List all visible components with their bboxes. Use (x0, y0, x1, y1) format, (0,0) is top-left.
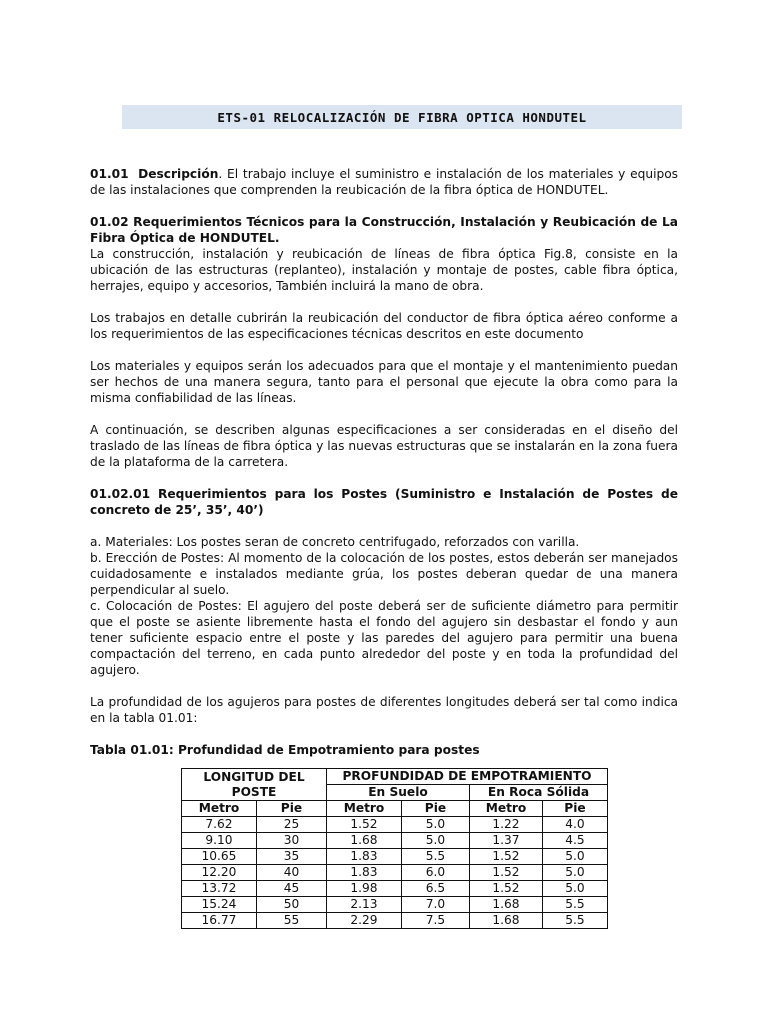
table-cell: 16.77 (182, 913, 257, 929)
section-0102-paragraph-2: Los trabajos en detalle cubrirán la reubicación del conductor de fibra óptica aéreo conforme a los requerimientos de las especificaciones técnicas descritos en este documento (90, 311, 678, 341)
table-cell: 1.83 (327, 849, 402, 865)
document-body (90, 166, 678, 929)
table-cell: 1.83 (327, 865, 402, 881)
table-cell: 5.5 (543, 913, 608, 929)
section-0102-paragraph-3: Los materiales y equipos serán los adecuados para que el montaje y el mantenimiento puedan ser hechos de una manera segura, tanto para el personal que ejecute la obra como para la misma confiabilidad de las líneas. (90, 359, 678, 405)
table-cell: 7.0 (402, 897, 470, 913)
table-cell: 50 (257, 897, 327, 913)
table-cell: 6.5 (402, 881, 470, 897)
table-cell: 6.0 (402, 865, 470, 881)
table-cell: 1.52 (470, 865, 543, 881)
table-cell: 7.5 (402, 913, 470, 929)
document-title: ETS-01 RELOCALIZACIÓN DE FIBRA OPTICA HONDUTEL (217, 109, 587, 125)
header-pie: Pie (257, 801, 327, 817)
table-cell: 5.5 (543, 897, 608, 913)
table-caption: Tabla 01.01: Profundidad de Empotramiento para postes (90, 743, 480, 757)
table-cell: 1.52 (470, 881, 543, 897)
table-row (182, 897, 608, 913)
section-0102-heading: 01.02 Requerimientos Técnicos para la Construcción, Instalación y Reubicación de La Fibra Óptica de HONDUTEL. (90, 215, 678, 245)
table-cell: 1.52 (470, 849, 543, 865)
table-cell: 1.22 (470, 817, 543, 833)
header-en-suelo: En Suelo (327, 785, 470, 801)
table-cell: 1.52 (327, 817, 402, 833)
header-metro: Metro (182, 801, 257, 817)
title-bar (122, 105, 682, 129)
section-0101-heading: Descripción (138, 167, 219, 181)
table-cell: 2.29 (327, 913, 402, 929)
table-cell: 5.0 (543, 865, 608, 881)
section-0101 (90, 166, 678, 198)
table-cell: 12.20 (182, 865, 257, 881)
header-metro: Metro (470, 801, 543, 817)
table-cell: 1.68 (470, 913, 543, 929)
header-metro: Metro (327, 801, 402, 817)
section-0102-paragraph-4: A continuación, se describen algunas especificaciones a ser consideradas en el diseño del traslado de las líneas de fibra óptica y las nuevas estructuras que se instalarán en la zona fuera de la plataforma de la carretera. (90, 423, 678, 469)
table-cell: 5.0 (402, 817, 470, 833)
table-row (182, 865, 608, 881)
header-pie: Pie (543, 801, 608, 817)
header-en-roca: En Roca Sólida (470, 785, 608, 801)
table-cell: 4.0 (543, 817, 608, 833)
header-profundidad: PROFUNDIDAD DE EMPOTRAMIENTO (327, 769, 608, 785)
table-cell: 55 (257, 913, 327, 929)
table-row (182, 881, 608, 897)
table-cell: 2.13 (327, 897, 402, 913)
table-cell: 4.5 (543, 833, 608, 849)
item-b-ereccion: b. Erección de Postes: Al momento de la colocación de los postes, estos deberán ser manejados cuidadosamente e instalados mediante grúa, los postes deberan quedar de una manera perpendicular al suelo. (90, 551, 678, 597)
depth-paragraph: La profundidad de los agujeros para postes de diferentes longitudes deberá ser tal como indica en la tabla 01.01: (90, 695, 678, 725)
table-row (182, 833, 608, 849)
depth-table (181, 768, 608, 929)
section-0102-paragraph-1: La construcción, instalación y reubicación de líneas de fibra óptica Fig.8, consiste en la ubicación de las estructuras (replanteo), instalación y montaje de postes, cable fibra óptica, herrajes, equipo y accesorios, También incluirá la mano de obra. (90, 247, 678, 293)
section-0101-text: . El trabajo incluye el suministro e instalación de los materiales y equipos de las instalaciones que comprenden la reubicación de la fibra óptica de HONDUTEL. (90, 167, 678, 197)
table-row (182, 817, 608, 833)
table-cell: 40 (257, 865, 327, 881)
table-cell: 1.98 (327, 881, 402, 897)
table-cell: 9.10 (182, 833, 257, 849)
table-cell: 15.24 (182, 897, 257, 913)
table-cell: 5.0 (543, 881, 608, 897)
table-cell: 30 (257, 833, 327, 849)
table-row (182, 849, 608, 865)
table-cell: 1.37 (470, 833, 543, 849)
header-longitud: LONGITUD DEL POSTE (182, 769, 327, 801)
table-cell: 35 (257, 849, 327, 865)
table-row (182, 913, 608, 929)
section-010201-heading: 01.02.01 Requerimientos para los Postes (Suministro e Instalación de Postes de concreto de 25’, 35’, 40’) (90, 487, 678, 517)
table-cell: 5.0 (543, 849, 608, 865)
table-cell: 5.5 (402, 849, 470, 865)
table-cell: 45 (257, 881, 327, 897)
item-c-colocacion: c. Colocación de Postes: El agujero del poste deberá ser de suficiente diámetro para permitir que el poste se asiente libremente hasta el fondo del agujero sin desbastar el fondo y aun tener suficiente espacio entre el poste y las paredes del agujero para permitir una buena compactación del terreno, en cada punto alrededor del poste y en toda la profundidad del agujero. (90, 599, 678, 677)
section-0101-number: 01.01 (90, 167, 129, 181)
table-cell: 7.62 (182, 817, 257, 833)
item-a-materiales: a. Materiales: Los postes seran de concreto centrifugado, reforzados con varilla. (90, 535, 580, 549)
table-cell: 25 (257, 817, 327, 833)
table-cell: 5.0 (402, 833, 470, 849)
table-cell: 13.72 (182, 881, 257, 897)
table-cell: 1.68 (470, 897, 543, 913)
table-cell: 1.68 (327, 833, 402, 849)
header-pie: Pie (402, 801, 470, 817)
table-cell: 10.65 (182, 849, 257, 865)
